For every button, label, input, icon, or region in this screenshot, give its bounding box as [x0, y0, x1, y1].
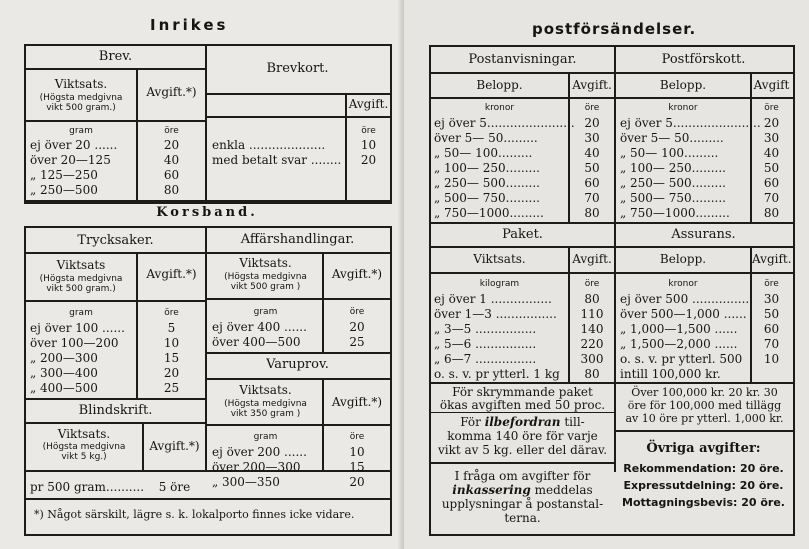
- brevkort-row-fee: 10: [360, 138, 377, 152]
- assurans-unit-amount: kronor: [668, 279, 698, 289]
- postforskott-row-label: „ 250— 500.........: [620, 176, 726, 190]
- paket-unit-weight: kilogram: [479, 279, 520, 289]
- inkassering-word: inkassering: [452, 483, 531, 497]
- paket-row-fee: 220: [580, 337, 604, 351]
- assurans-note: Över 100,000 kr. 20 kr. 30: [631, 386, 778, 399]
- postanvisningar-row-label: „ 750—1000.........: [434, 206, 544, 220]
- assurans-avgift: Avgift.: [752, 252, 792, 266]
- blindskrift-title: Blindskrift.: [78, 403, 153, 418]
- postforskott-row-fee: 70: [763, 191, 780, 205]
- paket-row-fee: 110: [580, 307, 604, 321]
- postanvisningar-row-label: „ 100— 250.........: [434, 161, 540, 175]
- postforskott-title: Postförskott.: [661, 52, 746, 67]
- postforskott-avgift: Avgift: [753, 78, 790, 92]
- affarshandlingar-viktsats-note: (Högsta medgivna vikt 500 gram ): [224, 272, 307, 292]
- assurans-row-fee: 50: [763, 307, 780, 321]
- trycksaker-row-label: „ 300—400: [30, 366, 98, 380]
- postforskott-belopp: Belopp.: [659, 78, 707, 92]
- postanvisningar-belopp: Belopp.: [476, 78, 523, 92]
- brev-row-label: „ 250—500: [30, 183, 98, 197]
- postforskott-row-fee: 50: [763, 161, 780, 175]
- affarshandlingar-viktsats: Viktsats.: [239, 256, 292, 270]
- trycksaker-row-fee: 15: [163, 351, 180, 365]
- blindskrift-row-fee: 5 öre: [158, 480, 191, 494]
- varuprov-row-fee: 10: [349, 445, 365, 459]
- postanvisningar-row-label: ej över 5.......................: [434, 116, 575, 130]
- paket-row-label: över 1—3 ................: [434, 307, 557, 321]
- trycksaker-row-label: över 100—200: [30, 336, 119, 350]
- trycksaker-viktsats-note: (Högsta medgivna vikt 500 gram.): [39, 274, 123, 294]
- blindskrift-viktsats-note: (Högsta medgivna vikt 5 kg.): [42, 442, 126, 462]
- left-page: [0, 0, 404, 549]
- postforskott-row-fee: 80: [763, 206, 780, 220]
- inkassering-note: I fråga om avgifter för: [454, 469, 591, 483]
- varuprov-unit-fee: öre: [349, 432, 365, 442]
- brev-title: Brev.: [98, 49, 133, 64]
- trycksaker-row-label: ej över 100 ......: [30, 321, 125, 335]
- blindskrift-viktsats: Viktsats.: [57, 427, 111, 441]
- affarshandlingar-row-label: ej över 400 ......: [212, 320, 307, 334]
- assurans-title: Assurans.: [671, 227, 736, 242]
- trycksaker-viktsats: Viktsats: [56, 258, 106, 272]
- paket-row-label: o. s. v. pr ytterl. 1 kg: [434, 367, 560, 381]
- affarshandlingar-unit-fee: öre: [349, 307, 365, 317]
- right-page: [404, 0, 809, 549]
- postanvisningar-row-label: „ 250— 500.........: [434, 176, 540, 190]
- postforskott-row-fee: 30: [763, 131, 780, 145]
- brevkort-unit-fee: öre: [361, 126, 376, 136]
- paket-row-fee: 300: [580, 352, 604, 366]
- page-header-right: postförsändelser.: [532, 20, 697, 38]
- brev-row-fee: 40: [163, 153, 180, 167]
- brev-viktsats: Viktsats.: [54, 77, 108, 91]
- inkassering-note: inkassering meddelas: [452, 483, 593, 497]
- ovriga-row: Rekommendation: 20 öre.: [623, 462, 784, 475]
- ovriga-title: Övriga avgifter:: [646, 441, 761, 456]
- postforskott-row-fee: 40: [763, 146, 780, 160]
- assurans-row-label: „ 1,500—2,000 ......: [620, 337, 738, 351]
- paket-row-label: „ 3—5 ................: [434, 322, 537, 336]
- trycksaker-row-fee: 10: [163, 336, 180, 350]
- postanvisningar-row-fee: 20: [584, 116, 600, 130]
- assurans-note: av 10 öre pr ytterl. 1,000 kr.: [625, 412, 784, 425]
- varuprov-row-fee: 20: [349, 475, 365, 489]
- paket-row-fee: 80: [584, 292, 600, 306]
- ilbefordran-word: ilbefordran: [484, 415, 561, 429]
- footnote: *) Något särskilt, lägre s. k. lokalporto finnes icke vidare.: [34, 508, 355, 521]
- varuprov-row-fee: 15: [349, 460, 365, 474]
- varuprov-viktsats: Viktsats.: [239, 383, 292, 397]
- varuprov-avgift: Avgift.*): [331, 395, 383, 409]
- varuprov-unit-weight: gram: [253, 432, 278, 442]
- paket-row-label: ej över 1 ................: [434, 292, 552, 306]
- trycksaker-row-label: „ 200—300: [30, 351, 98, 365]
- assurans-row-label: ej över 500 ................: [620, 292, 754, 306]
- paket-row-label: „ 6—7 ................: [434, 352, 537, 366]
- affarshandlingar-row-fee: 25: [349, 335, 365, 349]
- assurans-row-fee: 10: [763, 352, 780, 366]
- trycksaker-row-fee: 20: [163, 366, 180, 380]
- affarshandlingar-avgift: Avgift.*): [331, 267, 383, 281]
- paket-unit-fee: öre: [584, 279, 600, 289]
- trycksaker-unit-fee: öre: [164, 308, 179, 318]
- assurans-row-label: intill 100,000 kr.: [620, 367, 721, 381]
- trycksaker-title: Trycksaker.: [77, 233, 154, 248]
- assurans-row-fee: 30: [763, 292, 780, 306]
- postforskott-row-label: ej över 5.......................: [620, 116, 761, 130]
- page-header-left: Inrikes: [150, 16, 229, 34]
- brev-row-label: över 20—125: [30, 153, 111, 167]
- paket-note-ilbefordran: För ilbefordran till-: [460, 415, 585, 429]
- korsband-title: Korsband.: [156, 205, 258, 220]
- postanvisningar-row-fee: 70: [584, 191, 600, 205]
- varuprov-row-label: ej över 200 ......: [212, 445, 307, 459]
- postforskott-unit-amount: kronor: [668, 103, 698, 113]
- trycksaker-row-fee: 5: [167, 321, 176, 335]
- trycksaker-unit-weight: gram: [69, 308, 93, 318]
- postanvisningar-title: Postanvisningar.: [468, 52, 577, 67]
- postforskott-unit-fee: öre: [764, 103, 779, 113]
- postanvisningar-row-label: „ 500— 750.........: [434, 191, 540, 205]
- brev-row-label: ej över 20 ......: [30, 138, 118, 152]
- paket-note-ilbefordran: komma 140 öre för varje: [447, 429, 598, 443]
- paket-note-ilbefordran: vikt av 5 kg. eller del därav.: [437, 443, 608, 457]
- varuprov-viktsats-note: (Högsta medgivna vikt 350 gram ): [224, 399, 307, 419]
- brev-row-fee: 20: [163, 138, 180, 152]
- brevkort-row-label: med betalt svar ........: [212, 153, 342, 167]
- assurans-unit-fee: öre: [764, 279, 779, 289]
- brevkort-title: Brevkort.: [266, 61, 329, 76]
- blindskrift-avgift: Avgift.*): [149, 439, 200, 453]
- postanvisningar-row-fee: 40: [584, 146, 600, 160]
- brevkort-row-label: enkla ....................: [212, 138, 326, 152]
- brevkort-avgift: Avgift.: [348, 97, 389, 111]
- ovriga-row: Mottagningsbevis: 20 öre.: [622, 496, 785, 509]
- postforskott-row-label: „ 50— 100.........: [620, 146, 719, 160]
- postforskott-row-label: över 5— 50.........: [620, 131, 724, 145]
- paket-avgift: Avgift.: [572, 252, 612, 266]
- assurans-note: öre för 100,000 med tillägg: [627, 399, 782, 412]
- postanvisningar-row-label: över 5— 50.........: [434, 131, 538, 145]
- postanvisningar-row-fee: 50: [584, 161, 600, 175]
- blindskrift-row-label: pr 500 gram..........: [30, 480, 145, 494]
- brev-unit-weight: gram: [69, 126, 93, 136]
- varuprov-title: Varuprov.: [266, 357, 329, 372]
- assurans-belopp: Belopp.: [659, 252, 707, 266]
- trycksaker-row-label: „ 400—500: [30, 381, 98, 395]
- paket-viktsats: Viktsats.: [473, 252, 526, 266]
- postforskott-row-label: „ 100— 250.........: [620, 161, 726, 175]
- inkassering-note: upplysningar å postanstal-: [441, 497, 604, 511]
- brev-avgift: Avgift.*): [146, 85, 197, 99]
- trycksaker-row-fee: 25: [163, 381, 180, 395]
- brev-row-fee: 60: [163, 168, 180, 182]
- brev-viktsats-note: (Högsta medgivna vikt 500 gram.): [39, 93, 123, 113]
- paket-note-skrymmande: ökas avgiften med 50 proc.: [439, 398, 606, 412]
- assurans-row-fee: 70: [763, 337, 780, 351]
- affarshandlingar-row-label: över 400—500: [212, 335, 301, 349]
- postforskott-row-fee: 20: [763, 116, 780, 130]
- postanvisningar-unit-fee: öre: [584, 103, 600, 113]
- affarshandlingar-title: Affärshandlingar.: [240, 232, 355, 247]
- postforskott-row-label: „ 750—1000.........: [620, 206, 730, 220]
- postforskott-row-fee: 60: [763, 176, 780, 190]
- assurans-row-label: „ 1,000—1,500 ......: [620, 322, 738, 336]
- assurans-row-fee: 60: [763, 322, 780, 336]
- brev-row-label: „ 125—250: [30, 168, 98, 182]
- paket-row-label: „ 5—6 ................: [434, 337, 537, 351]
- postanvisningar-row-fee: 30: [584, 131, 600, 145]
- paket-note-skrymmande: För skrymmande paket: [452, 385, 593, 399]
- brev-unit-fee: öre: [164, 126, 179, 136]
- paket-row-fee: 80: [584, 367, 600, 381]
- postanvisningar-row-label: „ 50— 100.........: [434, 146, 533, 160]
- varuprov-row-label: över 200—300: [212, 460, 301, 474]
- brevkort-row-fee: 20: [360, 153, 377, 167]
- inkassering-note: terna.: [504, 511, 541, 525]
- postanvisningar-row-fee: 80: [584, 206, 600, 220]
- paket-title: Paket.: [502, 227, 543, 242]
- postanvisningar-avgift: Avgift.: [572, 78, 612, 92]
- ovriga-row: Expressutdelning: 20 öre.: [623, 479, 784, 492]
- varuprov-row-label: „ 300—350: [212, 475, 280, 489]
- assurans-row-label: o. s. v. pr ytterl. 500: [620, 352, 743, 366]
- affarshandlingar-unit-weight: gram: [253, 307, 278, 317]
- brev-row-fee: 80: [163, 183, 180, 197]
- assurans-row-label: över 500—1,000 ......: [620, 307, 747, 321]
- trycksaker-avgift: Avgift.*): [146, 267, 197, 281]
- paket-row-fee: 140: [580, 322, 604, 336]
- postanvisningar-unit-amount: kronor: [484, 103, 515, 113]
- postforskott-row-label: „ 500— 750.........: [620, 191, 726, 205]
- postanvisningar-row-fee: 60: [584, 176, 600, 190]
- affarshandlingar-row-fee: 20: [349, 320, 365, 334]
